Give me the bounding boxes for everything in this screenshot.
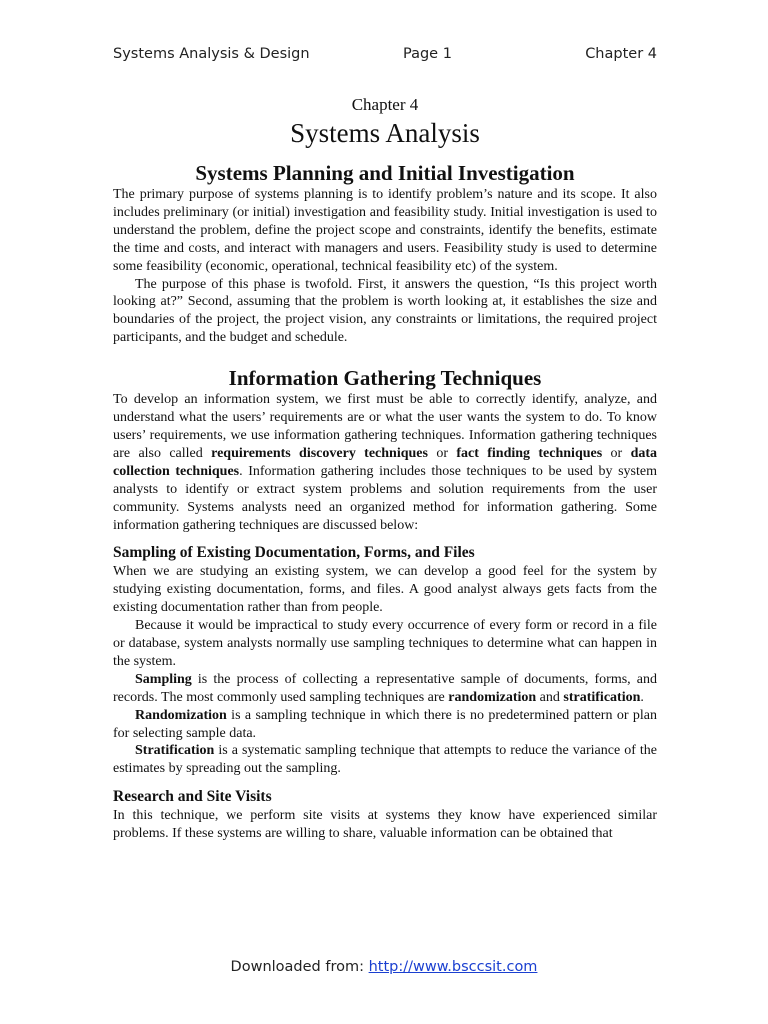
text-run: or (602, 445, 631, 461)
text-run: is a sampling technique in which there is no predetermined pattern or plan for selecting sample data. (113, 707, 657, 741)
term-stratification-def: Stratification (135, 743, 215, 759)
text-run: and (536, 689, 564, 705)
header-document-title: Systems Analysis & Design (113, 46, 310, 62)
header-chapter: Chapter 4 (585, 46, 657, 62)
text-run: . (640, 689, 644, 705)
chapter-title: Systems Analysis (290, 118, 480, 148)
term-data-collection: data collection techniques (113, 445, 658, 479)
text-run: . Information gathering includes those techniques to be used by system analysts to identify or extract system problems and solution requirements from the user community. Systems analysts need an organized method for information gathering. Some information gathering techniques are discussed below: (113, 463, 657, 533)
paragraph-sampling-intro: When we are studying an existing system, we can develop a good feel for the system by studying existing documentation, forms, and files. A good analyst always gets facts from the existing documentation rather than from people. (113, 564, 657, 616)
footer-link[interactable]: http://www.bsccsit.com (368, 959, 538, 975)
text-run: is a systematic sampling technique that attempts to reduce the variance of the estimates by spreading out the sampling. (113, 743, 657, 777)
subsection-heading-sampling: Sampling of Existing Documentation, Forms, and Files (113, 544, 475, 562)
term-requirements-discovery: requirements discovery techniques (211, 445, 428, 461)
header-page-number: Page 1 (403, 46, 452, 62)
paragraph-sampling-definition (113, 671, 657, 707)
term-fact-finding: fact finding techniques (456, 445, 603, 461)
section-heading-information-gathering: Information Gathering Techniques (228, 366, 542, 391)
section-heading-planning: Systems Planning and Initial Investigation (195, 161, 575, 185)
term-randomization-def: Randomization (135, 707, 227, 723)
page-content (113, 94, 657, 843)
text-run: or (427, 445, 457, 461)
paragraph-sampling-impractical: Because it would be impractical to study every occurrence of every form or record in a file or database, system analysts normally use sampling techniques to determine what can happen in the system. (113, 618, 657, 669)
text-run: To develop an information system, we first must be able to correctly identify, analyze, and understand what the users’ requirements are or what the user wants the system to do. To know users’ requirements, we use information gathering techniques. Information gathering techniques are also called (113, 392, 657, 461)
paragraph-randomization (113, 707, 657, 743)
paragraph-planning-purpose: The primary purpose of systems planning is to identify problem’s nature and its scope. It also includes preliminary (or initial) investigation and feasibility study. Initial investigation is used to understand the problem, define the project scope and constraints, identify the benefits, estimate the time and costs, and interact with managers and users. Feasibility study is used to determine some feasibility (economic, operational, technical feasibility etc) of the system. (113, 187, 657, 274)
paragraph-planning-phase: The purpose of this phase is twofold. First, it answers the question, “Is this project worth looking at?” Second, assuming that the problem is worth looking at, it establishes the size and boundaries of the project, the project vision, any constraints or limitations, the required project participants, and the budget and schedule. (113, 276, 657, 346)
page-header (113, 46, 657, 66)
paragraph-information-gathering (113, 391, 657, 534)
term-randomization: randomization (448, 689, 537, 705)
term-stratification: stratification (563, 689, 641, 705)
page-footer (0, 959, 768, 975)
subsection-heading-research-site-visits: Research and Site Visits (113, 788, 272, 806)
term-sampling: Sampling (135, 671, 192, 687)
paragraph-stratification (113, 742, 657, 778)
footer-prefix: Downloaded from: (230, 959, 369, 975)
text-run: is the process of collecting a representative sample of documents, forms, and records. The most commonly used sampling techniques are (113, 671, 657, 705)
chapter-label: Chapter 4 (351, 95, 419, 114)
paragraph-site-visits: In this technique, we perform site visits at systems they know have experienced similar problems. If these systems are willing to share, valuable information can be obtained that (113, 808, 657, 842)
